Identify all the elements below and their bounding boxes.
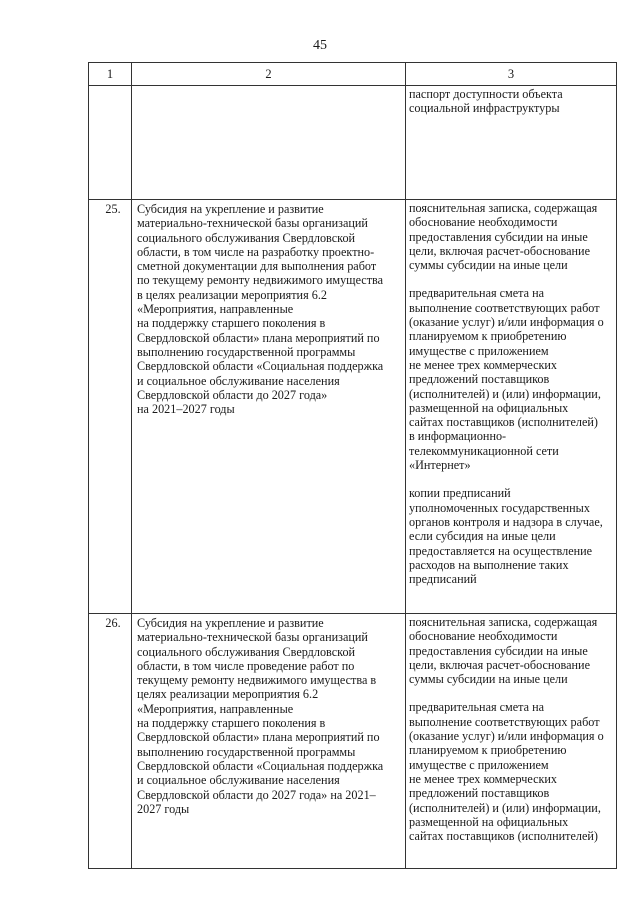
table-row	[89, 200, 617, 614]
subsidy-description	[132, 86, 406, 200]
required-documents	[406, 200, 617, 614]
subsidy-description: Субсидия на укрепление и развитие материально-технической базы организаций социального обслуживания Свердловской области, в том числе проведение работ по текущему ремонту недвижимого имущества в целях реализации мероприятия 6.2 «Мероприятия, направленные на поддержку старшего поколения в Свердловской области» плана мероприятий по выполнению государственной программы Свердловской области «Социальная поддержка и социальное обслуживание населения Свердловской области до 2027 года» на 2021– 2027 годы	[132, 614, 406, 869]
row-number	[89, 86, 132, 200]
table-header-row	[89, 63, 617, 86]
required-documents	[406, 86, 617, 200]
header-col-2: 2	[132, 63, 406, 86]
header-col-3: 3	[406, 63, 617, 86]
row-number: 26.	[89, 614, 132, 869]
page-number: 45	[313, 38, 327, 53]
document-item: паспорт доступности объекта социальной инфраструктуры	[409, 87, 563, 116]
document-item: пояснительная записка, содержащая обоснование необходимости предоставления субсидии на иные цели, включая расчет-обоснование суммы субсидии на иные цели	[409, 201, 598, 273]
table-row	[89, 614, 617, 869]
subsidy-documents-table	[88, 62, 617, 869]
subsidy-description: Субсидия на укрепление и развитие материально-технической базы организаций социального обслуживания Свердловской области, в том числе на разработку проектно- сметной документации для выполнения работ по текущему ремонту недвижимого имущества в целях реализации мероприятия 6.2 «Мероприятия, направленные на поддержку старшего поколения в Свердловской области» плана мероприятий по выполнению государственной программы Свердловской области «Социальная поддержка и социальное обслуживание населения Свердловской области до 2027 года» на 2021–2027 годы	[132, 200, 406, 614]
document-item: пояснительная записка, содержащая обоснование необходимости предоставления субсидии на иные цели, включая расчет-обоснование суммы субсидии на иные цели	[409, 615, 598, 687]
row-number: 25.	[89, 200, 132, 614]
document-item: предварительная смета на выполнение соответствующих работ (оказание услуг) и/или информация о планируемом к приобретению имуществе с приложением не менее трех коммерческих предложений поставщиков (исполнителей) и (или) информации, размещенной на официальных сайтах поставщиков (исполнителей)	[409, 700, 604, 844]
document-item: копии предписаний уполномоченных государственных органов контроля и надзора в случае, если субсидия на иные цели предоставляется на осуществление расходов на выполнение таких предписаний	[409, 486, 603, 587]
document-item: предварительная смета на выполнение соответствующих работ (оказание услуг) и/или информация о планируемом к приобретению имуществе с приложением не менее трех коммерческих предложений поставщиков (исполнителей) и (или) информации, размещенной на официальных сайтах поставщиков (исполнителей) в информационно- телекоммуникационной сети «Интернет»	[409, 286, 604, 473]
required-documents	[406, 614, 617, 869]
header-col-1: 1	[89, 63, 132, 86]
table-row	[89, 86, 617, 200]
